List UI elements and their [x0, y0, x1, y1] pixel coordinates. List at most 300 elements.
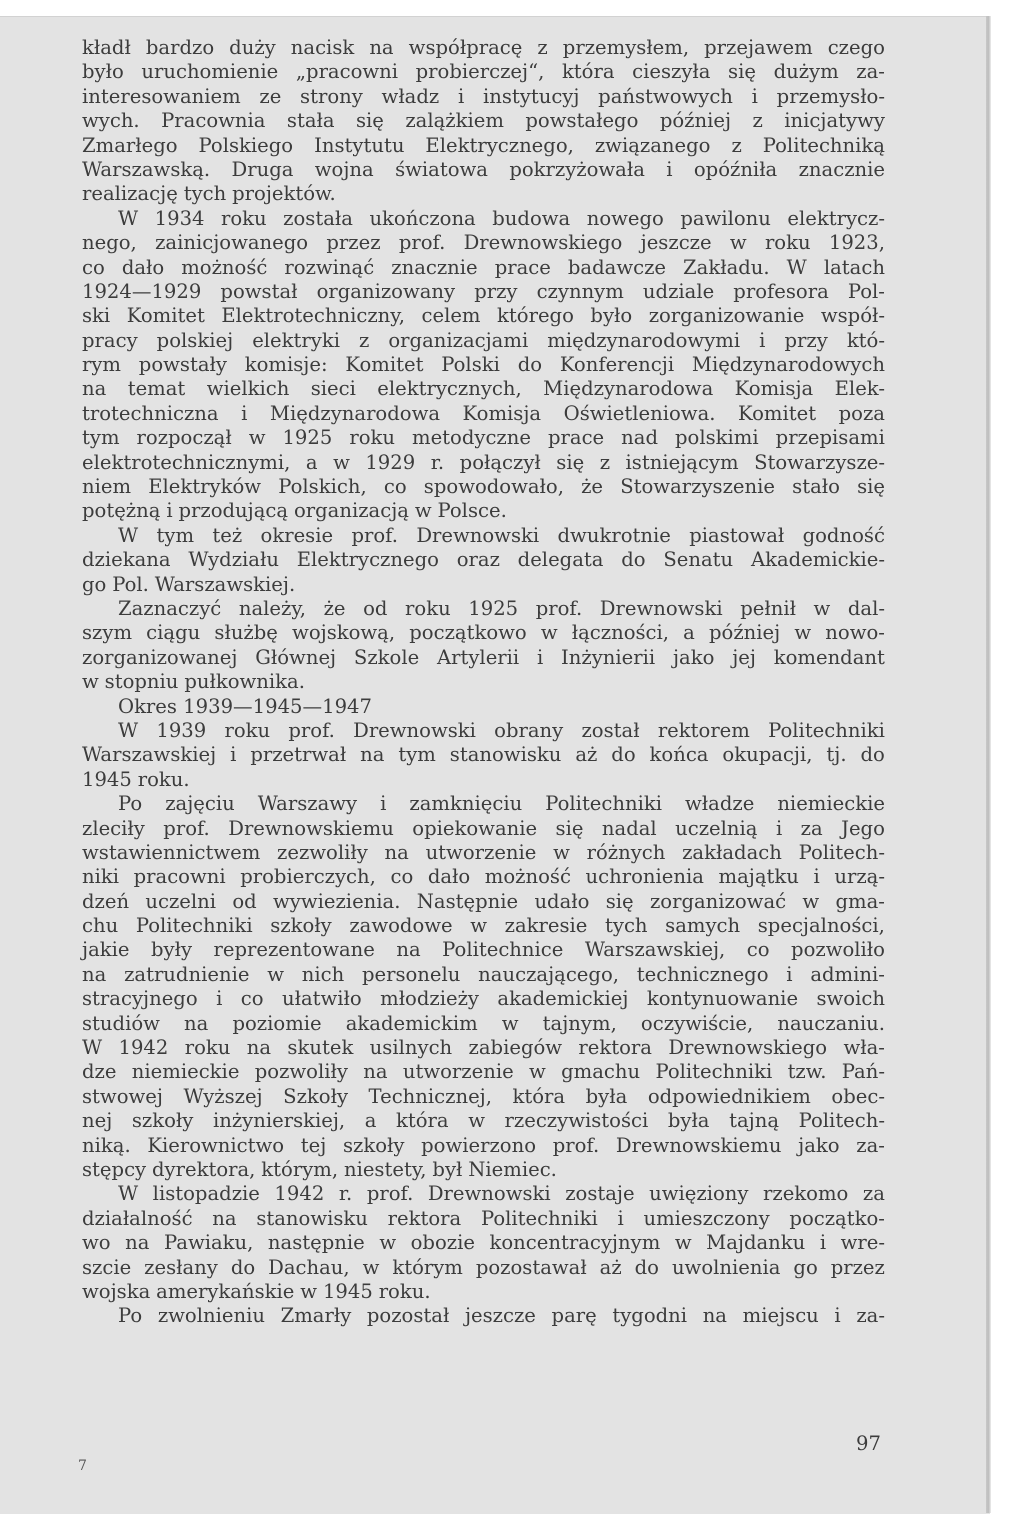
word: dało [427, 865, 471, 889]
word: możność [181, 255, 268, 279]
word: zainicjowanego [155, 231, 309, 255]
word: Inżynierii [561, 645, 656, 669]
word: Majdanku [706, 1231, 806, 1255]
word: majątku [718, 865, 799, 889]
word: różnych [586, 840, 666, 864]
word: się [556, 450, 585, 474]
word: prof. [351, 523, 398, 547]
word: wywiezienia. [273, 889, 401, 913]
word: obrany [494, 718, 564, 742]
word: rozwinąć [284, 255, 375, 279]
word: zajęciu [165, 792, 235, 816]
word: nadal [601, 816, 657, 840]
word: przez [830, 1255, 885, 1279]
word: tygodni [612, 1304, 688, 1328]
word: stępcy [82, 1157, 147, 1181]
word: i [759, 328, 766, 352]
word: na [184, 1011, 209, 1035]
word: okupacji, [722, 743, 813, 767]
body-text [82, 36, 885, 1329]
word: Szkoły [283, 1084, 349, 1108]
word: urzą- [834, 865, 885, 889]
text-line [82, 1036, 885, 1060]
text-line [82, 207, 885, 231]
word: Elektryków [148, 475, 262, 499]
word: organizacjami [388, 328, 529, 352]
text-line [82, 719, 885, 743]
word: uwięziony [649, 1182, 749, 1206]
text-line [82, 182, 885, 206]
word: Międzynarodowa [543, 377, 714, 401]
word: 1945 [82, 767, 132, 791]
text-line [82, 499, 885, 523]
text-line [82, 451, 885, 475]
text-line [82, 377, 885, 401]
word: pozostawał [475, 1255, 587, 1279]
word: na [702, 1304, 727, 1328]
word: współ- [820, 304, 885, 328]
word: Następnie [416, 889, 519, 913]
word: wre- [840, 1231, 885, 1255]
word: Międzynarodowych [691, 353, 885, 377]
word: kładł [82, 36, 131, 59]
word: Pracownia [161, 109, 266, 133]
word: jako [672, 645, 715, 669]
word: technicznego [636, 962, 769, 986]
word: wojskową, [292, 621, 396, 645]
word: następnie [267, 1231, 365, 1255]
word: potężną [82, 499, 161, 523]
word: i [166, 499, 173, 523]
word: personelu [361, 962, 461, 986]
word: tajnym, [542, 1011, 617, 1035]
word: amerykańskie [156, 1279, 295, 1303]
word: roku. [378, 1279, 431, 1303]
word: interesowaniem [82, 84, 241, 108]
word: rektorem [657, 718, 750, 742]
word: obec- [831, 1084, 885, 1108]
word: Instytutu [314, 133, 405, 157]
word: profesora [733, 279, 829, 303]
word: wstawiennictwem [82, 840, 261, 864]
word: instytucyj [482, 84, 580, 108]
word: jeszcze [640, 231, 712, 255]
word: roku [764, 231, 811, 255]
word: do [860, 743, 885, 767]
word: Stowarzysze- [754, 450, 885, 474]
text-line [82, 1012, 885, 1036]
word: i [216, 987, 223, 1011]
word: do [621, 548, 646, 572]
word: wo [82, 1231, 111, 1255]
word: i [819, 1231, 827, 1255]
word: Komitet [345, 353, 424, 377]
word: chu [82, 914, 119, 938]
word: rektora [387, 1206, 462, 1230]
word: w [379, 1231, 397, 1255]
text-line [82, 621, 885, 645]
word: celem [421, 304, 481, 328]
word: pułkownika. [184, 670, 305, 694]
word: Komisja [462, 401, 542, 425]
word: Elektrotechniczny, [221, 304, 405, 328]
word: Szkole [353, 645, 420, 669]
word: opóźniła [693, 157, 778, 181]
word: Konferencji [559, 353, 675, 377]
word: 1923, [828, 231, 885, 255]
word: tej [300, 1133, 327, 1157]
text-line [82, 1182, 885, 1206]
text-line [82, 256, 885, 280]
word: bardzo [145, 36, 215, 59]
word: listopadzie [152, 1182, 260, 1206]
word: zwolnieniu [157, 1304, 265, 1328]
word: go [82, 572, 107, 596]
word: za [862, 1182, 885, 1206]
word: dwukrotnie [557, 523, 671, 547]
word: i [241, 401, 248, 425]
text-line [82, 1134, 885, 1158]
text-line [82, 670, 885, 694]
word: Polskiego [198, 133, 294, 157]
word: uczelni [145, 889, 217, 913]
word: Warszawskiej. [154, 572, 296, 596]
word: w [267, 962, 284, 986]
word: Drewnowskiemu [615, 1133, 782, 1157]
word: było [82, 60, 124, 84]
word: Stowarzyszenie [620, 475, 775, 499]
word: elektryki [252, 328, 340, 352]
word: Drewnowskiemu [228, 816, 394, 840]
word: nowo- [825, 621, 885, 645]
word: na [384, 840, 409, 864]
text-line [82, 573, 885, 597]
word: w [674, 1231, 692, 1255]
text-line [82, 1109, 885, 1133]
word: niką. [82, 1133, 131, 1157]
word: służbę [214, 621, 278, 645]
word: tj. [826, 743, 847, 767]
word: a [683, 621, 695, 645]
word: z [359, 328, 370, 352]
word: Technicznej, [368, 1084, 492, 1108]
word: powierzono [421, 1133, 537, 1157]
word: Polski [441, 353, 500, 377]
word: Komitet [126, 304, 205, 328]
word: dzeń [82, 889, 130, 913]
word: co [82, 255, 105, 279]
word: przodującą [178, 499, 289, 523]
word: Zmarły [280, 1304, 352, 1328]
word: początko- [789, 1206, 885, 1230]
word: uwolnienia [671, 1255, 781, 1279]
word: „pracowni [295, 60, 399, 84]
text-line [82, 60, 885, 84]
word: władze [685, 792, 755, 816]
word: udziale [642, 279, 715, 303]
word: światowa [395, 157, 488, 181]
word: na [363, 1060, 388, 1084]
word: wych. [82, 109, 140, 133]
word: która [561, 60, 615, 84]
word: powstały [138, 353, 227, 377]
word: z [537, 36, 548, 59]
word: zamknięciu [409, 792, 523, 816]
word: od [363, 596, 388, 620]
text-line [82, 817, 885, 841]
word: Politechniki [545, 792, 663, 816]
word: prof. [398, 231, 446, 255]
word: 1945 [322, 1279, 373, 1303]
word: specjalności, [757, 914, 885, 938]
word: Drewnowski [416, 523, 540, 547]
word: prof. [288, 718, 335, 742]
word: Pań- [841, 1060, 885, 1084]
word: poziomie [232, 1011, 322, 1035]
word: prof. [552, 1133, 600, 1157]
word: dal- [847, 596, 885, 620]
word: Politechniki [655, 1060, 773, 1084]
word: w [529, 1060, 546, 1084]
word: którego [497, 304, 574, 328]
word: Politech- [798, 1109, 885, 1133]
word: i [834, 1304, 841, 1328]
text-line [82, 1231, 885, 1255]
word: admini- [810, 962, 885, 986]
word: 1942 [274, 1182, 325, 1206]
word: W [82, 1036, 103, 1060]
word: niemieckie [131, 1060, 240, 1084]
word: Komisja [734, 377, 814, 401]
word: udało [534, 889, 590, 913]
word: przepisami [775, 426, 885, 450]
word: były [150, 938, 193, 962]
word: stracyjnego [82, 987, 198, 1011]
word: 1934 [154, 206, 205, 230]
word: na [360, 743, 385, 767]
word: ciągu [146, 621, 201, 645]
word: niem [82, 475, 132, 499]
word: na [212, 1206, 237, 1230]
sheet-signature: 7 [78, 1458, 87, 1474]
text-line [82, 402, 885, 426]
word: 1925 [468, 596, 519, 620]
word: spowodowało, [423, 475, 564, 499]
word: w [729, 231, 747, 255]
word: prof. [366, 1182, 414, 1206]
word: pawilonu [680, 206, 771, 230]
word: oczywiście, [640, 1011, 754, 1035]
text-line [82, 158, 885, 182]
word: za [800, 816, 823, 840]
word: i [813, 865, 820, 889]
word: nich [301, 962, 345, 986]
text-line [82, 134, 885, 158]
word: roku. [137, 767, 190, 791]
word: komisje: [244, 353, 328, 377]
word: za- [856, 1304, 885, 1328]
word: którym [392, 1255, 463, 1279]
word: młodzieży [380, 987, 479, 1011]
word: w [501, 1011, 519, 1035]
word: w [540, 621, 558, 645]
word: Warszawskiej, [584, 938, 726, 962]
word: szcie [82, 1255, 132, 1279]
word: prof. [535, 596, 583, 620]
word: poza [838, 401, 885, 425]
word: latach [823, 255, 885, 279]
text-line [82, 280, 885, 304]
word: studiów [82, 1011, 160, 1035]
word: pracy [82, 328, 138, 352]
word: Po [118, 1304, 143, 1328]
word: Drewnowski [353, 718, 476, 742]
word: była [667, 1109, 710, 1133]
word: co [240, 987, 264, 1011]
word: kontynuowanie [646, 987, 799, 1011]
word: został [581, 718, 640, 742]
word: i [457, 84, 465, 108]
word: w [794, 621, 812, 645]
word: rzeczywistości [504, 1109, 649, 1133]
word: roku [221, 206, 267, 230]
word: Po [118, 792, 143, 816]
word: delegata [517, 548, 604, 572]
word: z [752, 109, 763, 133]
word: przejawem [704, 36, 813, 59]
word: stanowisku [449, 743, 562, 767]
word: godność [802, 523, 885, 547]
word: w [813, 596, 831, 620]
word: uchronienia [585, 865, 704, 889]
word: duży [229, 36, 276, 59]
word: elektrycznych, [377, 377, 522, 401]
word: pozostał [366, 1304, 450, 1328]
word: a [364, 1109, 377, 1133]
word: rzekomo [763, 1182, 849, 1206]
word: Wyższej [183, 1084, 263, 1108]
word: 1929 [365, 450, 416, 474]
word: Pol- [847, 279, 885, 303]
word: jako [798, 1133, 840, 1157]
word: przy [474, 279, 518, 303]
word: tym [398, 743, 436, 767]
word: też [212, 523, 243, 547]
word: zatrudnienie [124, 962, 250, 986]
word: Dachau, [268, 1255, 350, 1279]
word: Senatu [663, 548, 734, 572]
word: i [230, 743, 237, 767]
word: Warszawskiej [82, 743, 217, 767]
word: przemysło- [776, 84, 885, 108]
word: Warszawską. [82, 157, 211, 181]
word: do [230, 1255, 256, 1279]
word: go [793, 1255, 818, 1279]
word: zezwoliły [277, 840, 368, 864]
text-line [82, 792, 885, 816]
word: uruchomienie [141, 60, 279, 84]
word: skutek [287, 1036, 354, 1060]
word: od [232, 889, 257, 913]
word: Głównej [255, 645, 337, 669]
word: niki [82, 865, 120, 889]
text-line [82, 963, 885, 987]
word: dziekana [82, 548, 171, 572]
word: akademickim [345, 1011, 478, 1035]
word: istniejącym [625, 450, 739, 474]
text-line [82, 938, 885, 962]
word: Zakładu. [683, 255, 770, 279]
word: Elek- [834, 377, 885, 401]
word: badawcze [567, 255, 667, 279]
word: rym [82, 353, 122, 377]
word: Drewnowskiego [463, 231, 623, 255]
word: Jego [841, 816, 885, 840]
word: że [581, 475, 604, 499]
word: r. [338, 1182, 353, 1206]
word: Warszawy [257, 792, 358, 816]
word: się [857, 475, 885, 499]
word: wielkich [206, 377, 290, 401]
word: polskimi [675, 426, 759, 450]
word: końca [649, 743, 709, 767]
word: była [585, 1084, 628, 1108]
word: w [470, 914, 488, 938]
word: do [634, 1255, 659, 1279]
word: Artylerii [436, 645, 520, 669]
word: na [82, 377, 107, 401]
text-line [82, 841, 885, 865]
word: wojska [82, 1279, 151, 1303]
word: władz [381, 84, 440, 108]
word: utworzenie [402, 1060, 514, 1084]
word: w [362, 1255, 380, 1279]
word: za- [856, 1133, 885, 1157]
word: inicjatywy [784, 109, 885, 133]
text-line [82, 890, 885, 914]
word: stwowej [82, 1084, 163, 1108]
word: w [468, 1109, 485, 1133]
word: Oświetleniowa. [563, 401, 716, 425]
word: temat [127, 377, 186, 401]
word: W [118, 718, 139, 742]
word: się [555, 816, 584, 840]
word: się [355, 109, 384, 133]
word: Komitet [738, 401, 817, 425]
word: swoich [816, 987, 885, 1011]
word: która [512, 1084, 566, 1108]
text-line [82, 646, 885, 670]
text-line [82, 987, 885, 1011]
word: parę [551, 1304, 597, 1328]
word: niestety, [343, 1157, 427, 1181]
word: Politechniką [762, 133, 885, 157]
word: któ- [846, 328, 885, 352]
text-line [82, 914, 885, 938]
word: zalążkiem [405, 109, 504, 133]
word: Pawiaku, [163, 1231, 254, 1255]
word: sieci [310, 377, 356, 401]
word: umieszczony [643, 1206, 770, 1230]
word: prace [494, 255, 551, 279]
word: łączności, [571, 621, 670, 645]
word: przy [784, 328, 828, 352]
text-line [82, 1207, 885, 1231]
word: Drewnowski [427, 1182, 551, 1206]
word: i [751, 84, 758, 108]
word: znacznie [391, 255, 478, 279]
word: dużym [773, 60, 839, 84]
